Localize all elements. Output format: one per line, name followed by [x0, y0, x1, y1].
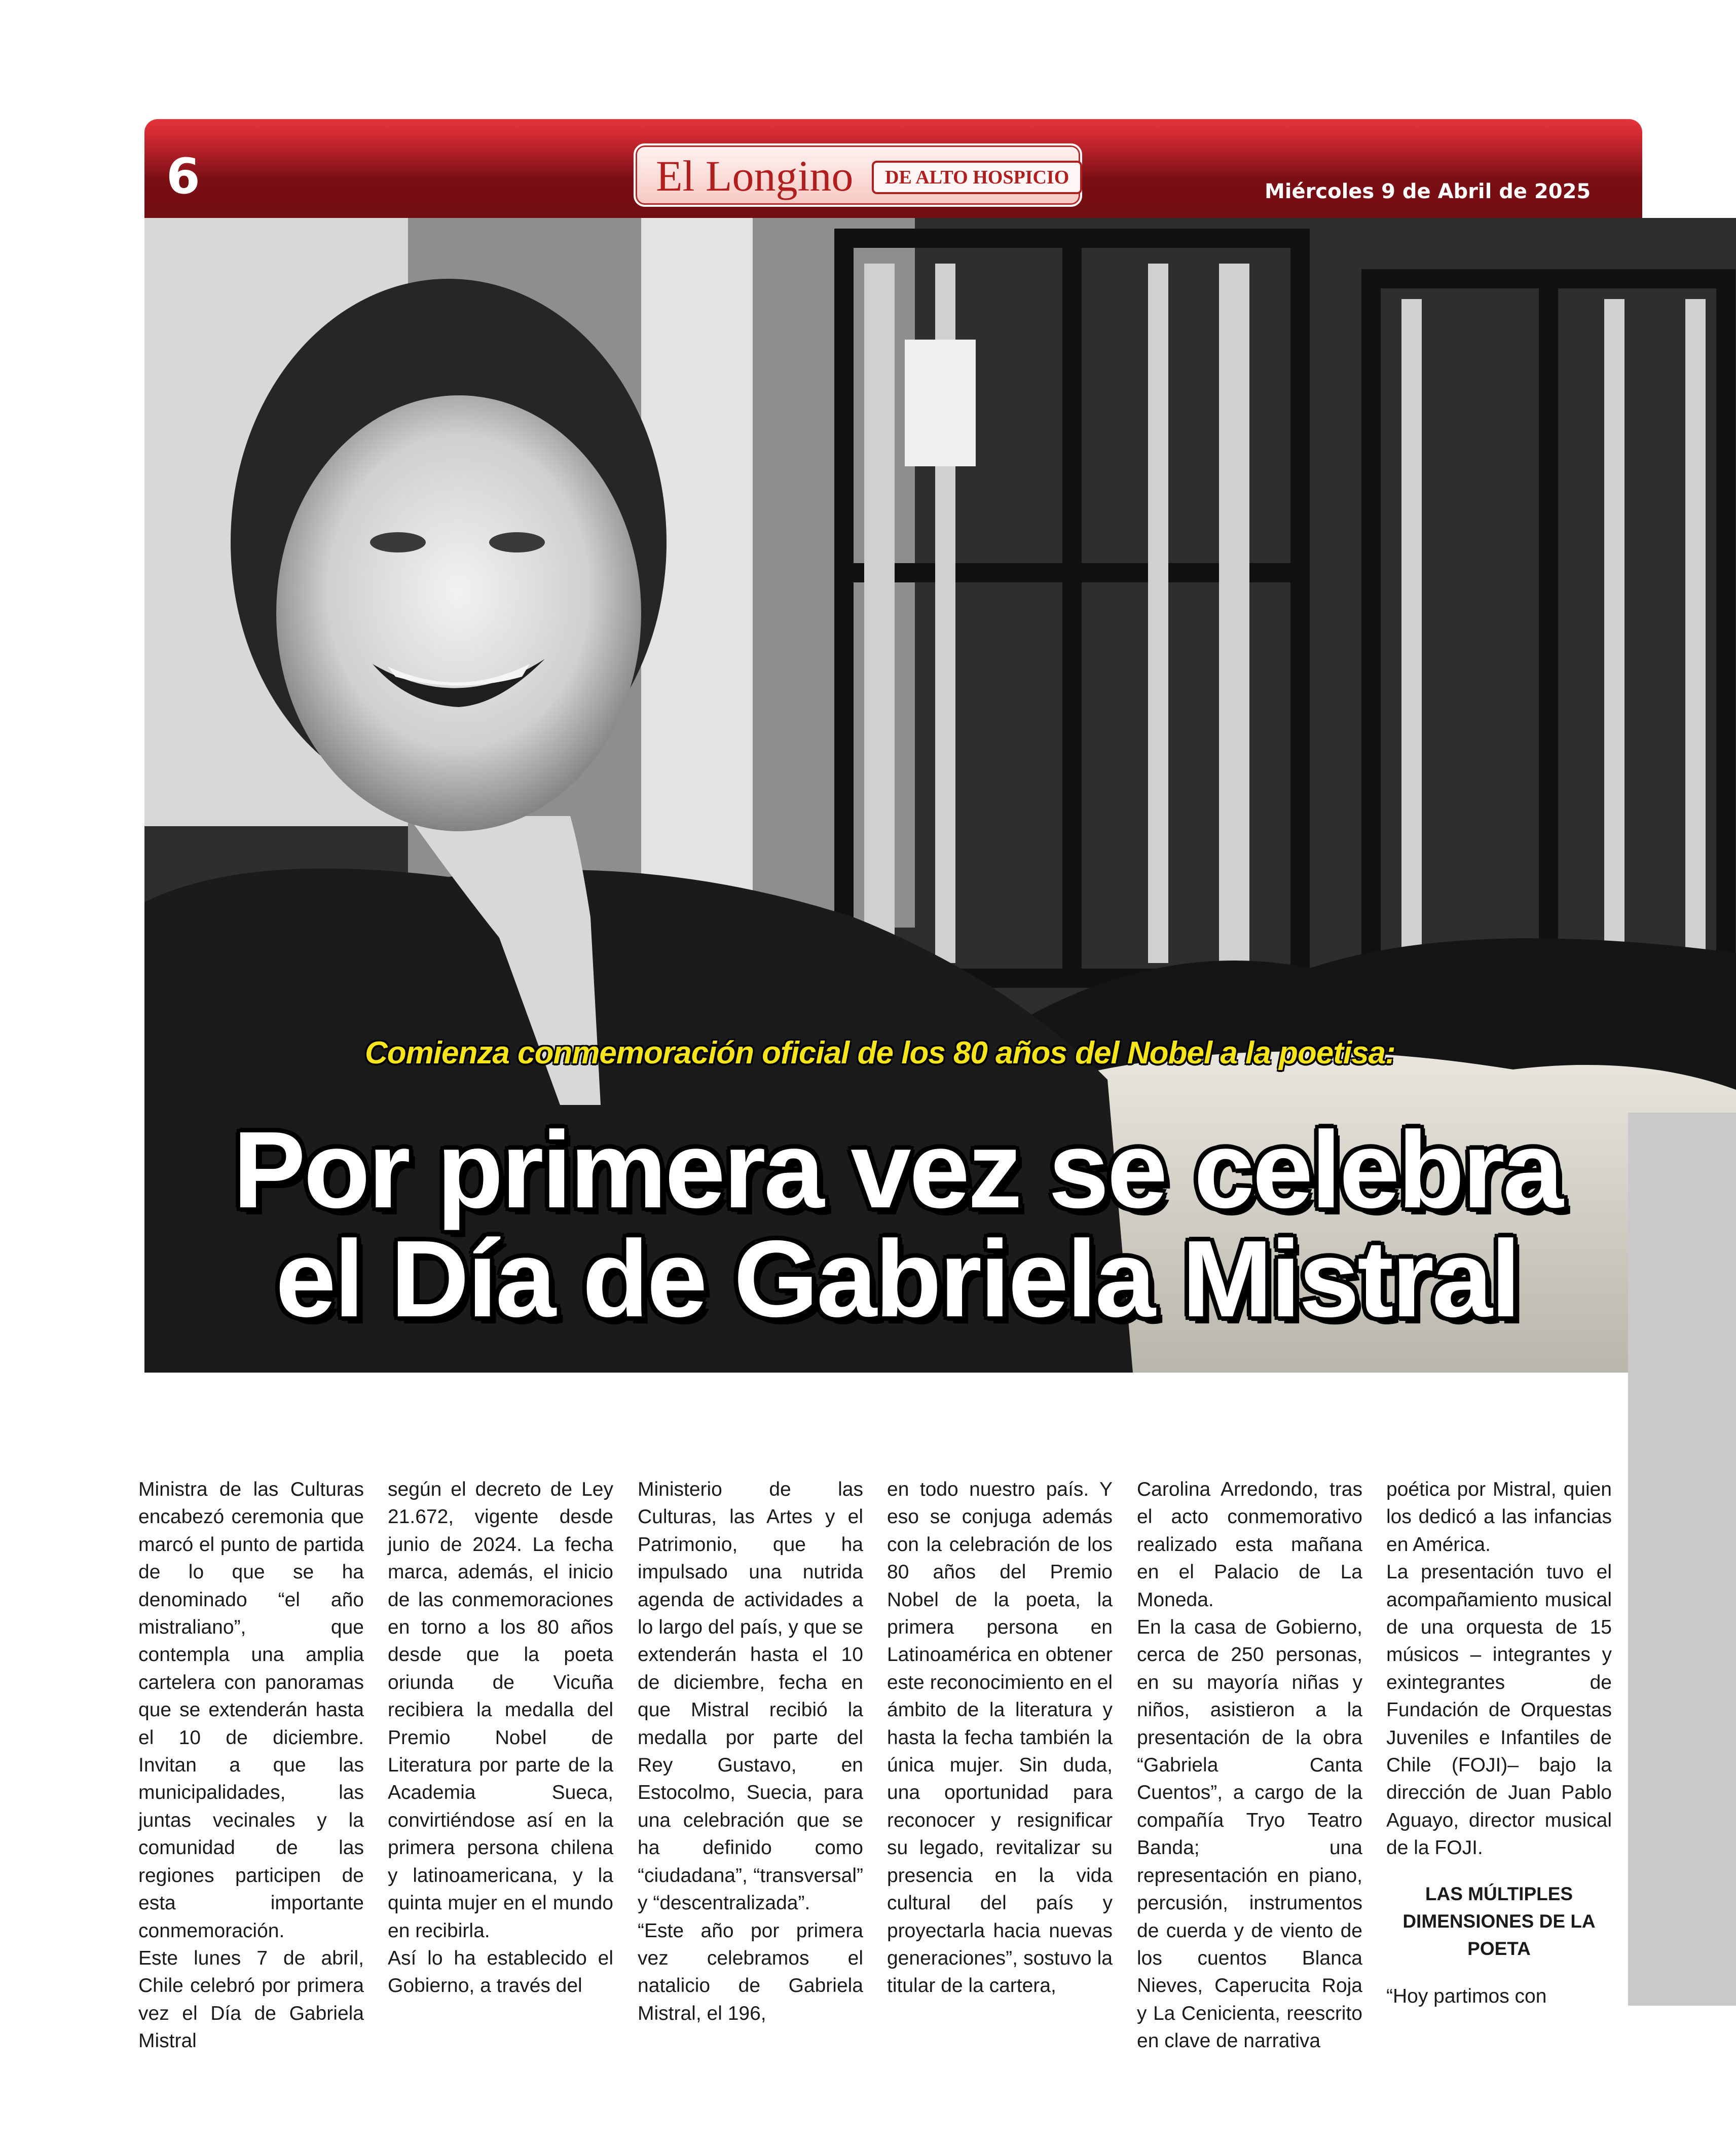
- side-margin-bar: [1628, 1113, 1736, 2006]
- paragraph: según el decreto de Ley 21.672, vigente desde junio de 2024. La fecha marca, además, el inicio de las conmemoraciones en torno a los 80 años desde que la poeta oriunda de Vicuña recibiera la medalla del Premio Nobel de Literatura por parte de la Academia Sueca, convirtiéndose así en la primera persona chilena y latinoamericana, y la quinta mujer en el mundo en recibirla.: [388, 1479, 613, 1942]
- article-kicker: Comienza conmemoración oficial de los 80 años del Nobel a la poetisa:: [365, 1036, 1395, 1070]
- issue-date: Miércoles 9 de Abril de 2025: [1265, 180, 1591, 203]
- paragraph: Ministerio de las Culturas, las Artes y el Patrimonio, que ha impulsado una nutrida agenda de actividades a lo largo del país, y que se extenderán hasta el 10 de diciembre, fecha en que Mistral recibió la medalla por parte del Rey Gustavo, en Estocolmo, Suecia, para una celebración que se ha definido como “ciudadana”, “transversal” y “descentralizada”.: [638, 1479, 863, 1914]
- paragraph: Este lunes 7 de abril, Chile celebró por primera vez el Día de Gabriela Mistral: [138, 1947, 364, 2052]
- article-column-5: [1137, 1476, 1362, 2055]
- newspaper-logo[interactable]: [634, 143, 1082, 207]
- paragraph: poética por Mistral, quien los dedicó a las infancias en América.: [1386, 1479, 1612, 1556]
- paragraph: En la casa de Gobierno, cerca de 250 personas, en su mayoría niñas y niños, asistieron a la presentación de la obra “Gabriela Canta Cuentos”, a cargo de la compañía Tryo Teatro Banda; una representación en piano, percusión, instrumentos de cuerda y de viento de los cuentos Blanca Nieves, Caperucita Roja y La Cenicienta, reescrito en clave de narrativa: [1137, 1616, 1362, 2052]
- headline-line-1: Por primera vez se celebra: [233, 1109, 1562, 1231]
- article-column-6: [1386, 1476, 1612, 2010]
- logo-tagline: DE ALTO HOSPICIO: [872, 161, 1082, 194]
- article-subheading: LAS MÚLTIPLES DIMENSIONES DE LA POETA: [1402, 1883, 1596, 1959]
- article-column-1: [138, 1476, 364, 2055]
- paragraph: Así lo ha establecido el Gobierno, a través del: [388, 1947, 613, 1997]
- logo-name: El Longino: [656, 152, 854, 200]
- paragraph: “Este año por primera vez celebramos el natalicio de Gabriela Mistral, el 196,: [638, 1919, 863, 2024]
- paragraph: La presentación tuvo el acompañamiento musical de una orquesta de 15 músicos – integrantes y exintegrantes de Fundación de Orquestas Juveniles e Infantiles de Chile (FOJI)– bajo la dirección de Juan Pablo Aguayo, director musical de la FOJI.: [1386, 1561, 1612, 1859]
- paragraph: “Hoy partimos con: [1386, 1985, 1547, 2007]
- paragraph: Ministra de las Culturas encabezó ceremonia que marcó el punto de partida de lo que se ha denominado “el año mistraliano”, que contempla una amplia cartelera con panoramas que se extenderán hasta el 10 de diciembre. Invitan a que las municipalidades, las juntas vecinales y la comunidad de las regiones participen de esta importante conmemoración.: [138, 1479, 364, 1942]
- headline-line-2: el Día de Gabriela Mistral: [275, 1217, 1519, 1340]
- paragraph: Carolina Arredondo, tras el acto conmemorativo realizado esta mañana en el Palacio de La Moneda.: [1137, 1479, 1362, 1611]
- article-column-4: [887, 1476, 1113, 2000]
- paragraph: en todo nuestro país. Y eso se conjuga además con la celebración de los 80 años del Premio Nobel de la poeta, la primera persona en Latinoamérica en obtener este reconocimiento en el ámbito de la literatura y hasta la fecha también la única mujer. Sin duda, una oportunidad para reconocer y resignificar su legado, revitalizar su presencia en la vida cultural del país y proyectarla hacia nuevas generaciones”, sostuvo la titular de la cartera,: [887, 1479, 1113, 1997]
- page-number: 6: [166, 148, 200, 205]
- article-column-3: [638, 1476, 863, 2027]
- article-column-2: [388, 1476, 613, 2000]
